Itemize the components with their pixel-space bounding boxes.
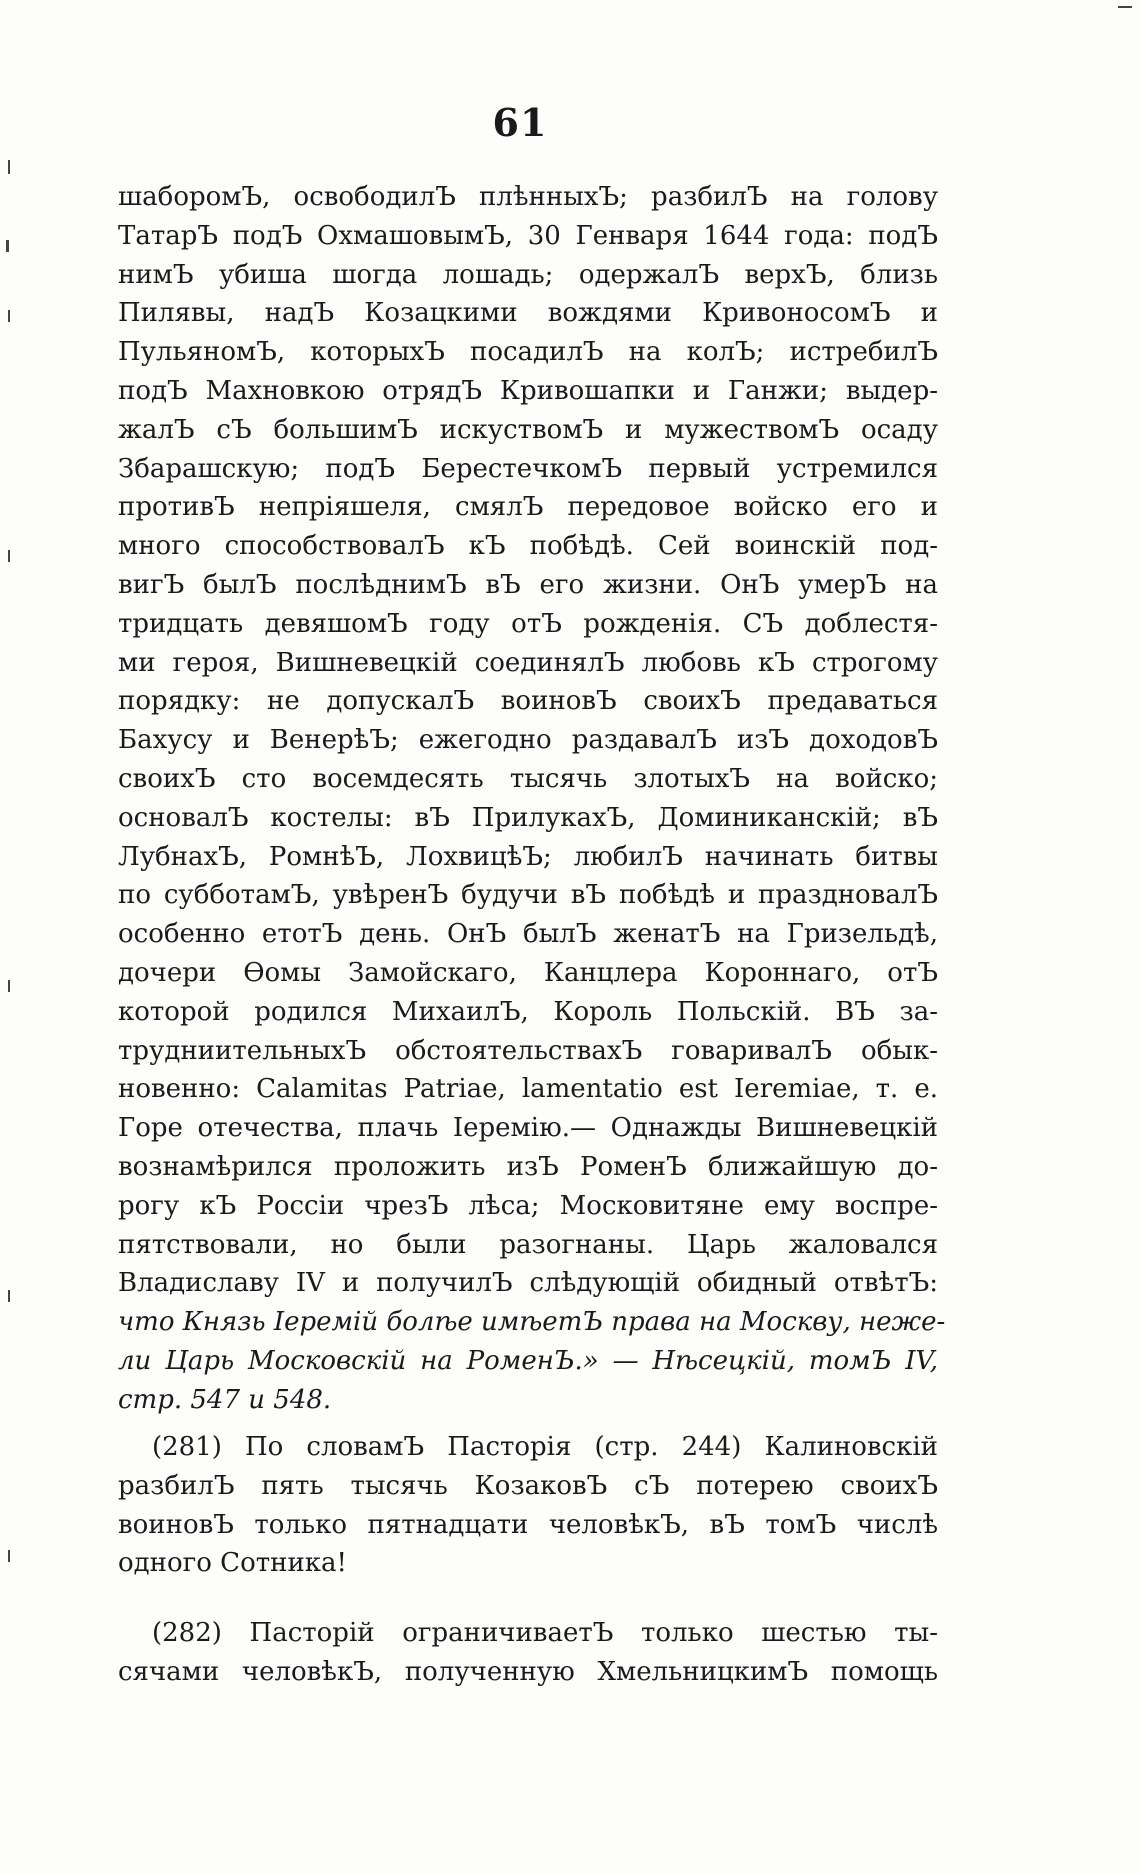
page-number: 61 [492,100,548,145]
footnote-line: (282) Пасторій ограничиваетЪ только шестью ты- [152,1618,938,1648]
text-line: жалЪ сЪ большимЪ искуствомЪ и мужествомЪ осаду [118,414,938,445]
text-line: Пилявы, надЪ Козацкими вождями КривоносомЪ и [118,298,938,329]
text-line: рогу кЪ Россіи чрезЪ лѣса; Московитяне ему воспре- [118,1190,938,1221]
scan-mark [8,1550,10,1562]
text-line: противЪ непріяшеля, смялЪ передовое войско его и [118,492,938,523]
scan-mark [8,550,10,562]
text-line: основалЪ костелы: вЪ ПрилукахЪ, Доминиканскій; вЪ [118,802,938,833]
text-line: Владиславу IV и получилЪ слѣдующій обидный отвѣтЪ: [118,1268,938,1299]
text-line: нимЪ убиша шогда лошадь; одержалЪ верхЪ, близь [118,259,938,290]
scan-mark [8,160,10,174]
text-line: ЛубнахЪ, РомнѣЪ, ЛохвицѣЪ; любилЪ начинать битвы [118,841,938,872]
footnote-line: (281) По словамЪ Пасторія (стр. 244) Калиновскій [152,1432,938,1462]
text-line: ли Царь Московскій на РоменЪ.» — Нѣсецкій, томЪ IV, [118,1345,938,1376]
footnote-282 [118,1614,938,1692]
scan-mark [8,1290,10,1302]
text-line: вознамѣрился проложить изЪ РоменЪ ближайшую до- [118,1151,938,1182]
footnote-281 [118,1428,938,1583]
text-line: подЪ Махновкою отрядЪ Кривошапки и Ганжи; выдер- [118,375,938,406]
text-line: ТатарЪ подЪ ОхмашовымЪ, 30 Генваря 1644 года: подЪ [118,220,938,251]
footnote-line: разбилЪ пять тысячь КозаковЪ сЪ потерею своихЪ [118,1470,938,1501]
text-line: Горе отечества, плачь Іеремію.— Однажды Вишневецкій [118,1113,938,1144]
text-line: которой родился МихаилЪ, Король Польскій. ВЪ за- [118,996,938,1027]
text-line: по субботамЪ, увѣренЪ будучи вЪ побѣдѣ и праздновалЪ [118,880,938,911]
scan-mark [1118,6,1132,8]
text-line: что Князь Іеремій болѣе имѣетЪ права на Москву, неже- [118,1307,946,1338]
text-line: своихЪ сто восемдесять тысячь злотыхЪ на войско; [118,763,938,794]
text-line: вигЪ былЪ послѣднимЪ вЪ его жизни. ОнЪ умерЪ на [118,569,938,600]
text-line: новенно: Calamitas Patriae, lamentatio est Ieremiae, т. е. [118,1074,938,1105]
text-line: порядку: не допускалЪ воиновЪ своихЪ предаваться [118,686,938,717]
footnote-line: сячами человѣкЪ, полученную ХмельницкимЪ помощь [118,1656,938,1687]
scan-mark [6,240,9,252]
text-line: шаборомЪ, освободилЪ плѣнныхЪ; разбилЪ на голову [118,182,938,212]
text-line: трудниительныхЪ обстоятельствахЪ говаривалЪ обык- [118,1035,938,1066]
text-line: ПульяномЪ, которыхЪ посадилЪ на колЪ; истребилЪ [118,337,938,368]
scan-mark [8,980,10,992]
text-line: тридцать девяшомЪ году отЪ рожденія. СЪ доблестя- [118,608,938,639]
text-line: Бахусу и ВенерѣЪ; ежегодно раздавалЪ изЪ доходовЪ [118,725,938,756]
scan-mark [8,310,10,322]
footnote-line: одного Сотника! [118,1548,347,1579]
text-line: много способствовалЪ кЪ побѣдѣ. Сей воинскій под- [118,531,938,562]
text-line: пятствовали, но были разогнаны. Царь жаловался [118,1229,938,1260]
text-line: дочери Ѳомы Замойскаго, Канцлера Короннаго, отЪ [118,957,938,988]
text-line: ми героя, Вишневецкій соединялЪ любовь кЪ строгому [118,647,938,678]
text-line: Збарашскую; подЪ БерестечкомЪ первый устремился [118,453,938,484]
footnote-line: воиновЪ только пятнадцати человѣкЪ, вЪ томЪ числѣ [118,1509,938,1540]
main-paragraph [118,178,946,1420]
text-line: стр. 547 и 548. [118,1384,332,1415]
text-line: особенно етотЪ день. ОнЪ былЪ женатЪ на Гризельдѣ, [118,919,938,950]
